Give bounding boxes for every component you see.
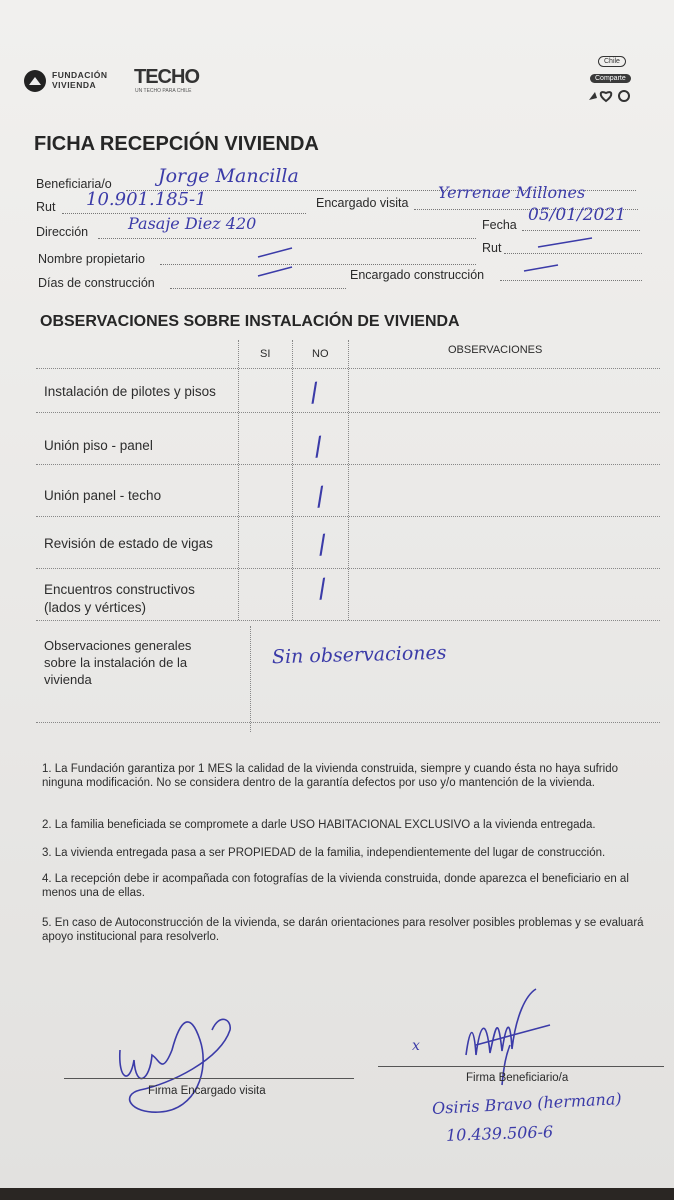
arrows-heart-icon — [586, 88, 636, 104]
col-no-header: NO — [312, 348, 329, 360]
rut2-line — [504, 253, 642, 254]
encargado-construccion-label: Encargado construcción — [350, 268, 485, 282]
comparte-pill: Comparte — [590, 74, 631, 83]
row-label-line1: Encuentros constructivos — [44, 582, 195, 597]
logo-vivienda-text: VIVIENDA — [52, 80, 97, 90]
form-title: FICHA RECEPCIÓN VIVIENDA — [34, 133, 319, 155]
general-label-line3: vivienda — [44, 672, 92, 687]
propietario-dash — [256, 245, 296, 259]
encargado-visita-label: Encargado visita — [316, 196, 409, 210]
row-label: Unión panel - techo — [44, 488, 162, 503]
no-check: / — [307, 377, 321, 409]
rule-2: 2. La familia beneficiada se compromete a darle USO HABITACIONAL EXCLUSIVO a la vivienda entregada. — [42, 819, 596, 831]
beneficiario-value: Jorge Mancilla — [158, 165, 299, 187]
direccion-value: Pasaje Diez 420 — [128, 214, 257, 233]
rule-4: 4. La recepción debe ir acompañada con fotografías de la vivienda construida, donde aparezca el beneficiario en al menos una de ellas. — [42, 873, 629, 899]
no-check: / — [315, 573, 329, 605]
observations-title: OBSERVACIONES SOBRE INSTALACIÓN DE VIVIENDA — [40, 313, 460, 330]
rut2-label: Rut — [482, 241, 502, 255]
dias-line — [170, 288, 346, 289]
beneficiario-label: Beneficiaria/o — [36, 177, 112, 191]
encargado-signature-line — [64, 1078, 354, 1079]
row-label: Unión piso - panel — [44, 438, 153, 453]
propietario-line — [160, 264, 476, 265]
row-label: Instalación de pilotes y pisos — [44, 384, 216, 399]
no-check: / — [313, 481, 327, 513]
techo-subtitle: UN TECHO PARA CHILE — [135, 88, 192, 94]
beneficiario-handwritten-name: Osiris Bravo (hermana) — [431, 1089, 623, 1118]
encargado-visita-value: Yerrenae Millones — [438, 183, 586, 202]
rule-1: 1. La Fundación garantiza por 1 MES la calidad de la vivienda construida, siempre y cuando ésta no haya sufrido ninguna modificación. No se considera dentro de la garantía defectos por uso y/o mantención de la vivienda. — [42, 763, 618, 789]
direccion-line — [98, 238, 476, 239]
logo-fundacion-text: FUNDACIÓN — [52, 70, 108, 80]
observations-table — [36, 336, 664, 736]
beneficiario-signature-label: Firma Beneficiario/a — [466, 1072, 569, 1084]
row-label: Revisión de estado de vigas — [44, 536, 213, 551]
rule-5: 5. En caso de Autoconstrucción de la vivienda, se darán orientaciones para resolver posibles problemas y se evaluará apoyo institucional para resolverlo. — [42, 917, 644, 943]
encargado-signature-label: Firma Encargado visita — [148, 1085, 266, 1097]
beneficiario-signature-line — [378, 1066, 664, 1067]
encargado-signature-drawing — [100, 1000, 250, 1120]
techo-logo: TECHO — [134, 66, 199, 88]
rut-value: 10.901.185-1 — [86, 189, 207, 210]
row-label-line2: (lados y vértices) — [44, 600, 147, 615]
rut-label: Rut — [36, 200, 56, 214]
general-label-line1: Observaciones generales — [44, 638, 192, 653]
no-check: / — [315, 529, 329, 561]
house-icon — [24, 70, 46, 92]
x-mark: x — [412, 1038, 420, 1054]
fecha-value: 05/01/2021 — [528, 205, 626, 225]
no-check: / — [311, 431, 325, 463]
beneficiario-handwritten-rut: 10.439.506-6 — [445, 1122, 554, 1145]
chile-pill: Chile — [598, 56, 626, 67]
dias-label: Días de construcción — [38, 276, 155, 290]
general-observation-value: Sin observaciones — [271, 641, 447, 669]
col-si-header: SI — [260, 348, 271, 360]
chile-comparte-logo — [584, 56, 640, 106]
encargado-construccion-dash — [522, 262, 562, 274]
encargado-construccion-line — [500, 280, 642, 281]
fecha-line — [522, 230, 640, 231]
rule-3: 3. La vivienda entregada pasa a ser PROPIEDAD de la familia, independientemente del lugar de construcción. — [42, 847, 606, 859]
dias-dash — [256, 264, 296, 278]
propietario-label: Nombre propietario — [38, 252, 145, 266]
fecha-label: Fecha — [482, 218, 517, 232]
general-label-line2: sobre la instalación de la — [44, 655, 188, 670]
table-surface — [0, 1188, 674, 1200]
rut2-dash — [536, 236, 596, 250]
col-obs-header: OBSERVACIONES — [448, 344, 543, 356]
direccion-label: Dirección — [36, 225, 89, 239]
